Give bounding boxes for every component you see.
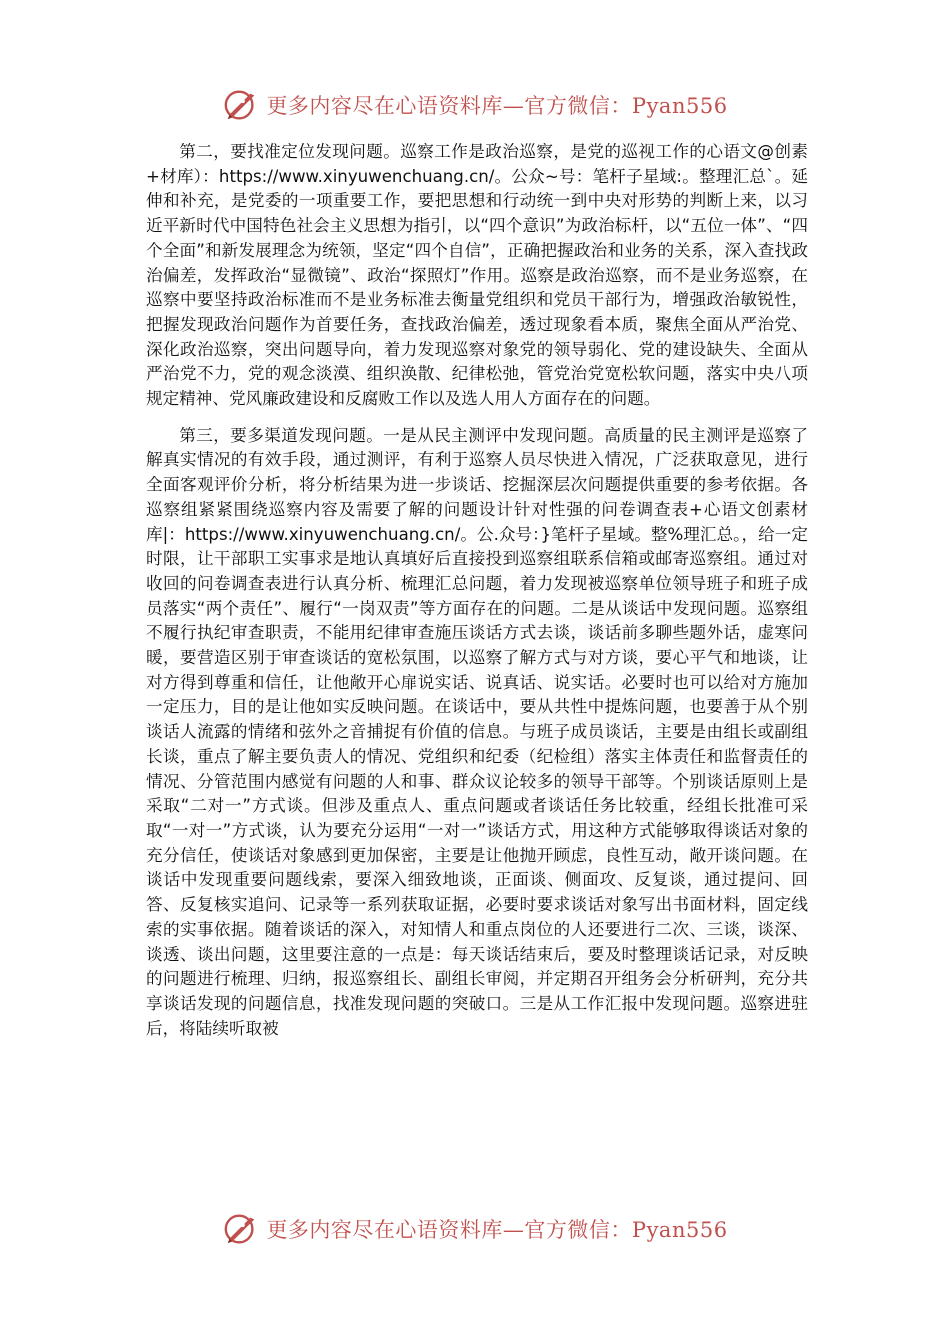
paragraph-third: 第三，要多渠道发现问题。一是从民主测评中发现问题。高质量的民主测评是巡察了解真实情况的有效手段，通过测评，有利于巡察人员尽快进入情况，广泛获取意见，进行全面客观评价分析，将分析结果为进一步谈话、挖掘深层次问题提供重要的参考依据。各巡察组紧紧围绕巡察内容及需要了解的问题设计针对性强的问卷调查表+心语文创素材库|：https://www.xinyuwenchuang.cn/。公.众号：}笔杆子星域。整%理汇总。，给一定时限，让干部职工实事求是地认真填好后直接投到巡察组联系信箱或邮寄巡察组。通过对收回的问卷调查表进行认真分析、梳理汇总问题，着力发现被巡察单位领导班子和班子成员落实“两个责任”、履行“一岗双责”等方面存在的问题。二是从谈话中发现问题。巡察组不履行执纪审查职责，不能用纪律审查施压谈话方式去谈，谈话前多聊些题外话，虚寒问暖，要营造区别于审查谈话的宽松氛围，以巡察了解方式与对方谈，要心平气和地谈，让对方得到尊重和信任，让他敞开心扉说实话、说真话、说实话。必要时也可以给对方施加一定压力，目的是让他如实反映问题。在谈话中，要从共性中提炼问题，也要善于从个别谈话人流露的情绪和弦外之音捕捉有价值的信息。与班子成员谈话，主要是由组长或副组长谈，重点了解主要负责人的情况、党组织和纪委（纪检组）落实主体责任和监督责任的情况、分管范围内感觉有问题的人和事、群众议论较多的领导干部等。个别谈话原则上是采取“二对一”方式谈。但涉及重点人、重点问题或者谈话任务比较重，经组长批准可采取“一对一”方式谈，认为要充分运用“一对一”谈话方式，用这种方式能够取得谈话对象的充分信任，使谈话对象感到更加保密，主要是让他抛开顾虑，良性互动，敞开谈问题。在谈话中发现重要问题线索，要深入细致地谈，正面谈、侧面攻、反复谈，通过提问、回答、反复核实追问、记录等一系列获取证据，必要时要求谈话对象写出书面材料，固定线索的实事依据。随着谈话的深入，对知情人和重点岗位的人还要进行二次、三谈，谈深、谈透、谈出问题，这里要注意的一点是：每天谈话结束后，要及时整理谈话记录，对反映的问题进行梳理、归纳，报巡察组长、副组长审阅，并定期召开组务会分析研判，充分共享谈话发现的问题信息，找准发现问题的突破口。三是从工作汇报中发现问题。巡察进驻后，将陆续听取被 (146, 425, 808, 1038)
header-banner (0, 82, 950, 128)
pen-logo-icon (222, 86, 260, 124)
footer-banner (0, 1206, 950, 1252)
document-body (146, 140, 808, 1053)
footer-banner-text: 更多内容尽在心语资料库—官方微信：Pyan556 (266, 1218, 728, 1242)
header-banner-text: 更多内容尽在心语资料库—官方微信：Pyan556 (266, 94, 728, 118)
pen-logo-icon (222, 1210, 260, 1248)
paragraph-second: 第二，要找准定位发现问题。巡察工作是政治巡察，是党的巡视工作的心语文@创素+材库）：https://www.xinyuwenchuang.cn/。公众~号：笔杆子星域:。整理汇总`。延伸和补充，是党委的一项重要工作，要把思想和行动统一到中央对形势的判断上来，以习近平新时代中国特色社会主义思想为指引，以“四个意识”为政治标杆，以“五位一体”、“四个全面”和新发展理念为统领，坚定“四个自信”，正确把握政治和业务的关系，深入查找政治偏差，发挥政治“显微镜”、政治“探照灯”作用。巡察是政治巡察，而不是业务巡察，在巡察中要坚持政治标准而不是业务标准去衡量党组织和党员干部行为，增强政治敏锐性，把握发现政治问题作为首要任务，查找政治偏差，透过现象看本质，聚焦全面从严治党、深化政治巡察，突出问题导向，着力发现巡察对象党的领导弱化、党的建设缺失、全面从严治党不力，党的观念淡漠、组织涣散、纪律松弛，管党治党宽松软问题，落实中央八项规定精神、党风廉政建设和反腐败工作以及选人用人方面存在的问题。 (146, 142, 808, 409)
